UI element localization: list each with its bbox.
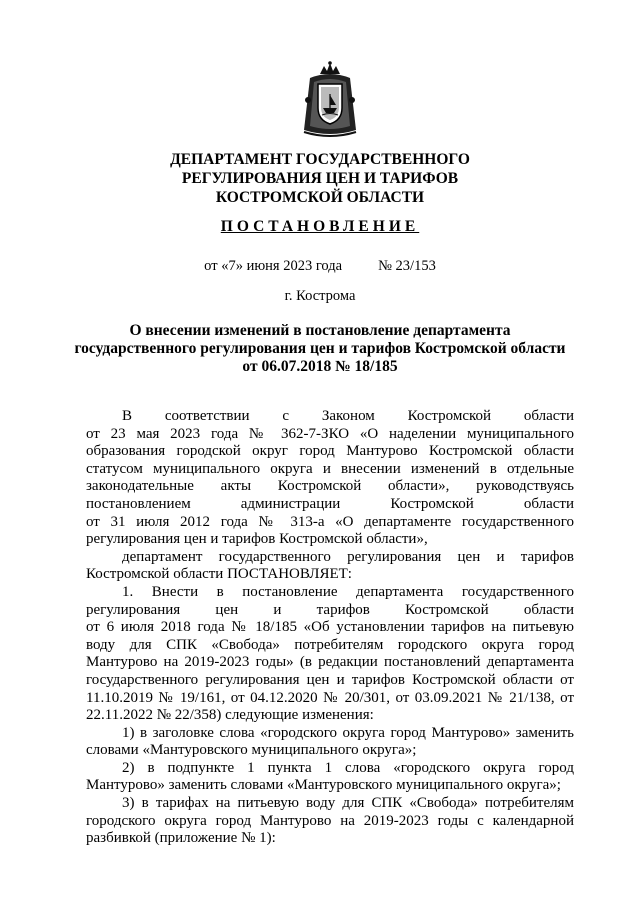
body-line: 1. Внести в постановление департамента государственного: [122, 583, 574, 600]
document-city: г. Кострома: [284, 288, 356, 304]
body-line: разбивкой (приложение № 1):: [86, 830, 276, 847]
body-line: Мантурово на 2019-2023 годы» (в редакции постановлений департамента: [86, 654, 574, 671]
body-line: Костромской области ПОСТАНОВЛЯЕТ:: [86, 566, 352, 583]
body-line: городского округа город Мантурово на 2019-2023 годы с календарной: [86, 812, 574, 829]
body-line: 2) в подпункте 1 пункта 1 слова «городского округа город: [122, 759, 574, 776]
body-line: 1) в заголовке слова «городского округа город Мантурово» заменить: [122, 724, 574, 741]
body-line: от 31 июля 2012 года № 313-а «О департаменте государственного: [86, 513, 574, 530]
department-line: РЕГУЛИРОВАНИЯ ЦЕН И ТАРИФОВ: [181, 170, 459, 187]
department-line: ДЕПАРТАМЕНТ ГОСУДАРСТВЕННОГО: [170, 151, 470, 168]
body-line: образования городской округ город Мантурово Костромской области: [86, 443, 574, 460]
body-line: постановлением администрации Костромской области: [86, 495, 574, 512]
body-line: регулирования цен и тарифов Костромской области»,: [86, 531, 428, 548]
body-line: регулирования цен и тарифов Костромской области: [86, 601, 574, 618]
body-line: статусом муниципального округа и внесении изменений в отдельные: [86, 460, 574, 477]
date-number-line: [0, 257, 640, 275]
document-type: [0, 218, 640, 236]
department-line: КОСТРОМСКОЙ ОБЛАСТИ: [215, 189, 425, 206]
document-number: № 23/153: [378, 258, 436, 274]
body-line: 22.11.2022 № 22/358) следующие изменения:: [86, 707, 374, 724]
document-body: [86, 408, 574, 848]
body-line: законодательные акты Костромской области», руководствуясь: [86, 478, 574, 495]
body-line: 3) в тарифах на питьевую воду для СПК «Свобода» потребителям: [122, 795, 574, 812]
title-line: от 06.07.2018 № 18/185: [242, 358, 398, 375]
title-line: О внесении изменений в постановление департамента: [129, 322, 511, 339]
body-line: от 23 мая 2023 года № 362-7-ЗКО «О наделении муниципального: [86, 425, 574, 442]
document-title: [0, 322, 640, 376]
body-line: воду для СПК «Свобода» потребителям городского округа город: [86, 636, 574, 653]
body-line: словами «Мантуровского муниципального округа»;: [86, 742, 417, 759]
body-line: В соответствии с Законом Костромской области: [122, 408, 574, 424]
document-date: от «7» июня 2023 года: [204, 258, 343, 274]
title-line: государственного регулирования цен и тарифов Костромской области: [74, 340, 566, 357]
body-line: Мантурово» заменить словами «Мантуровского муниципального округа»;: [86, 777, 561, 794]
department-name: [0, 150, 640, 207]
body-line: 11.10.2019 № 19/161, от 04.12.2020 № 20/301, от 03.09.2021 № 21/138, от: [86, 689, 574, 706]
body-line: государственного регулирования цен и тарифов Костромской области от: [86, 671, 574, 688]
kostroma-coat-of-arms-icon: [298, 60, 362, 140]
body-line: департамент государственного регулирования цен и тарифов: [122, 548, 574, 565]
document-type-label: ПОСТАНОВЛЕНИЕ: [220, 218, 420, 235]
body-line: от 6 июля 2018 года № 18/185 «Об установлении тарифов на питьевую: [86, 619, 574, 636]
